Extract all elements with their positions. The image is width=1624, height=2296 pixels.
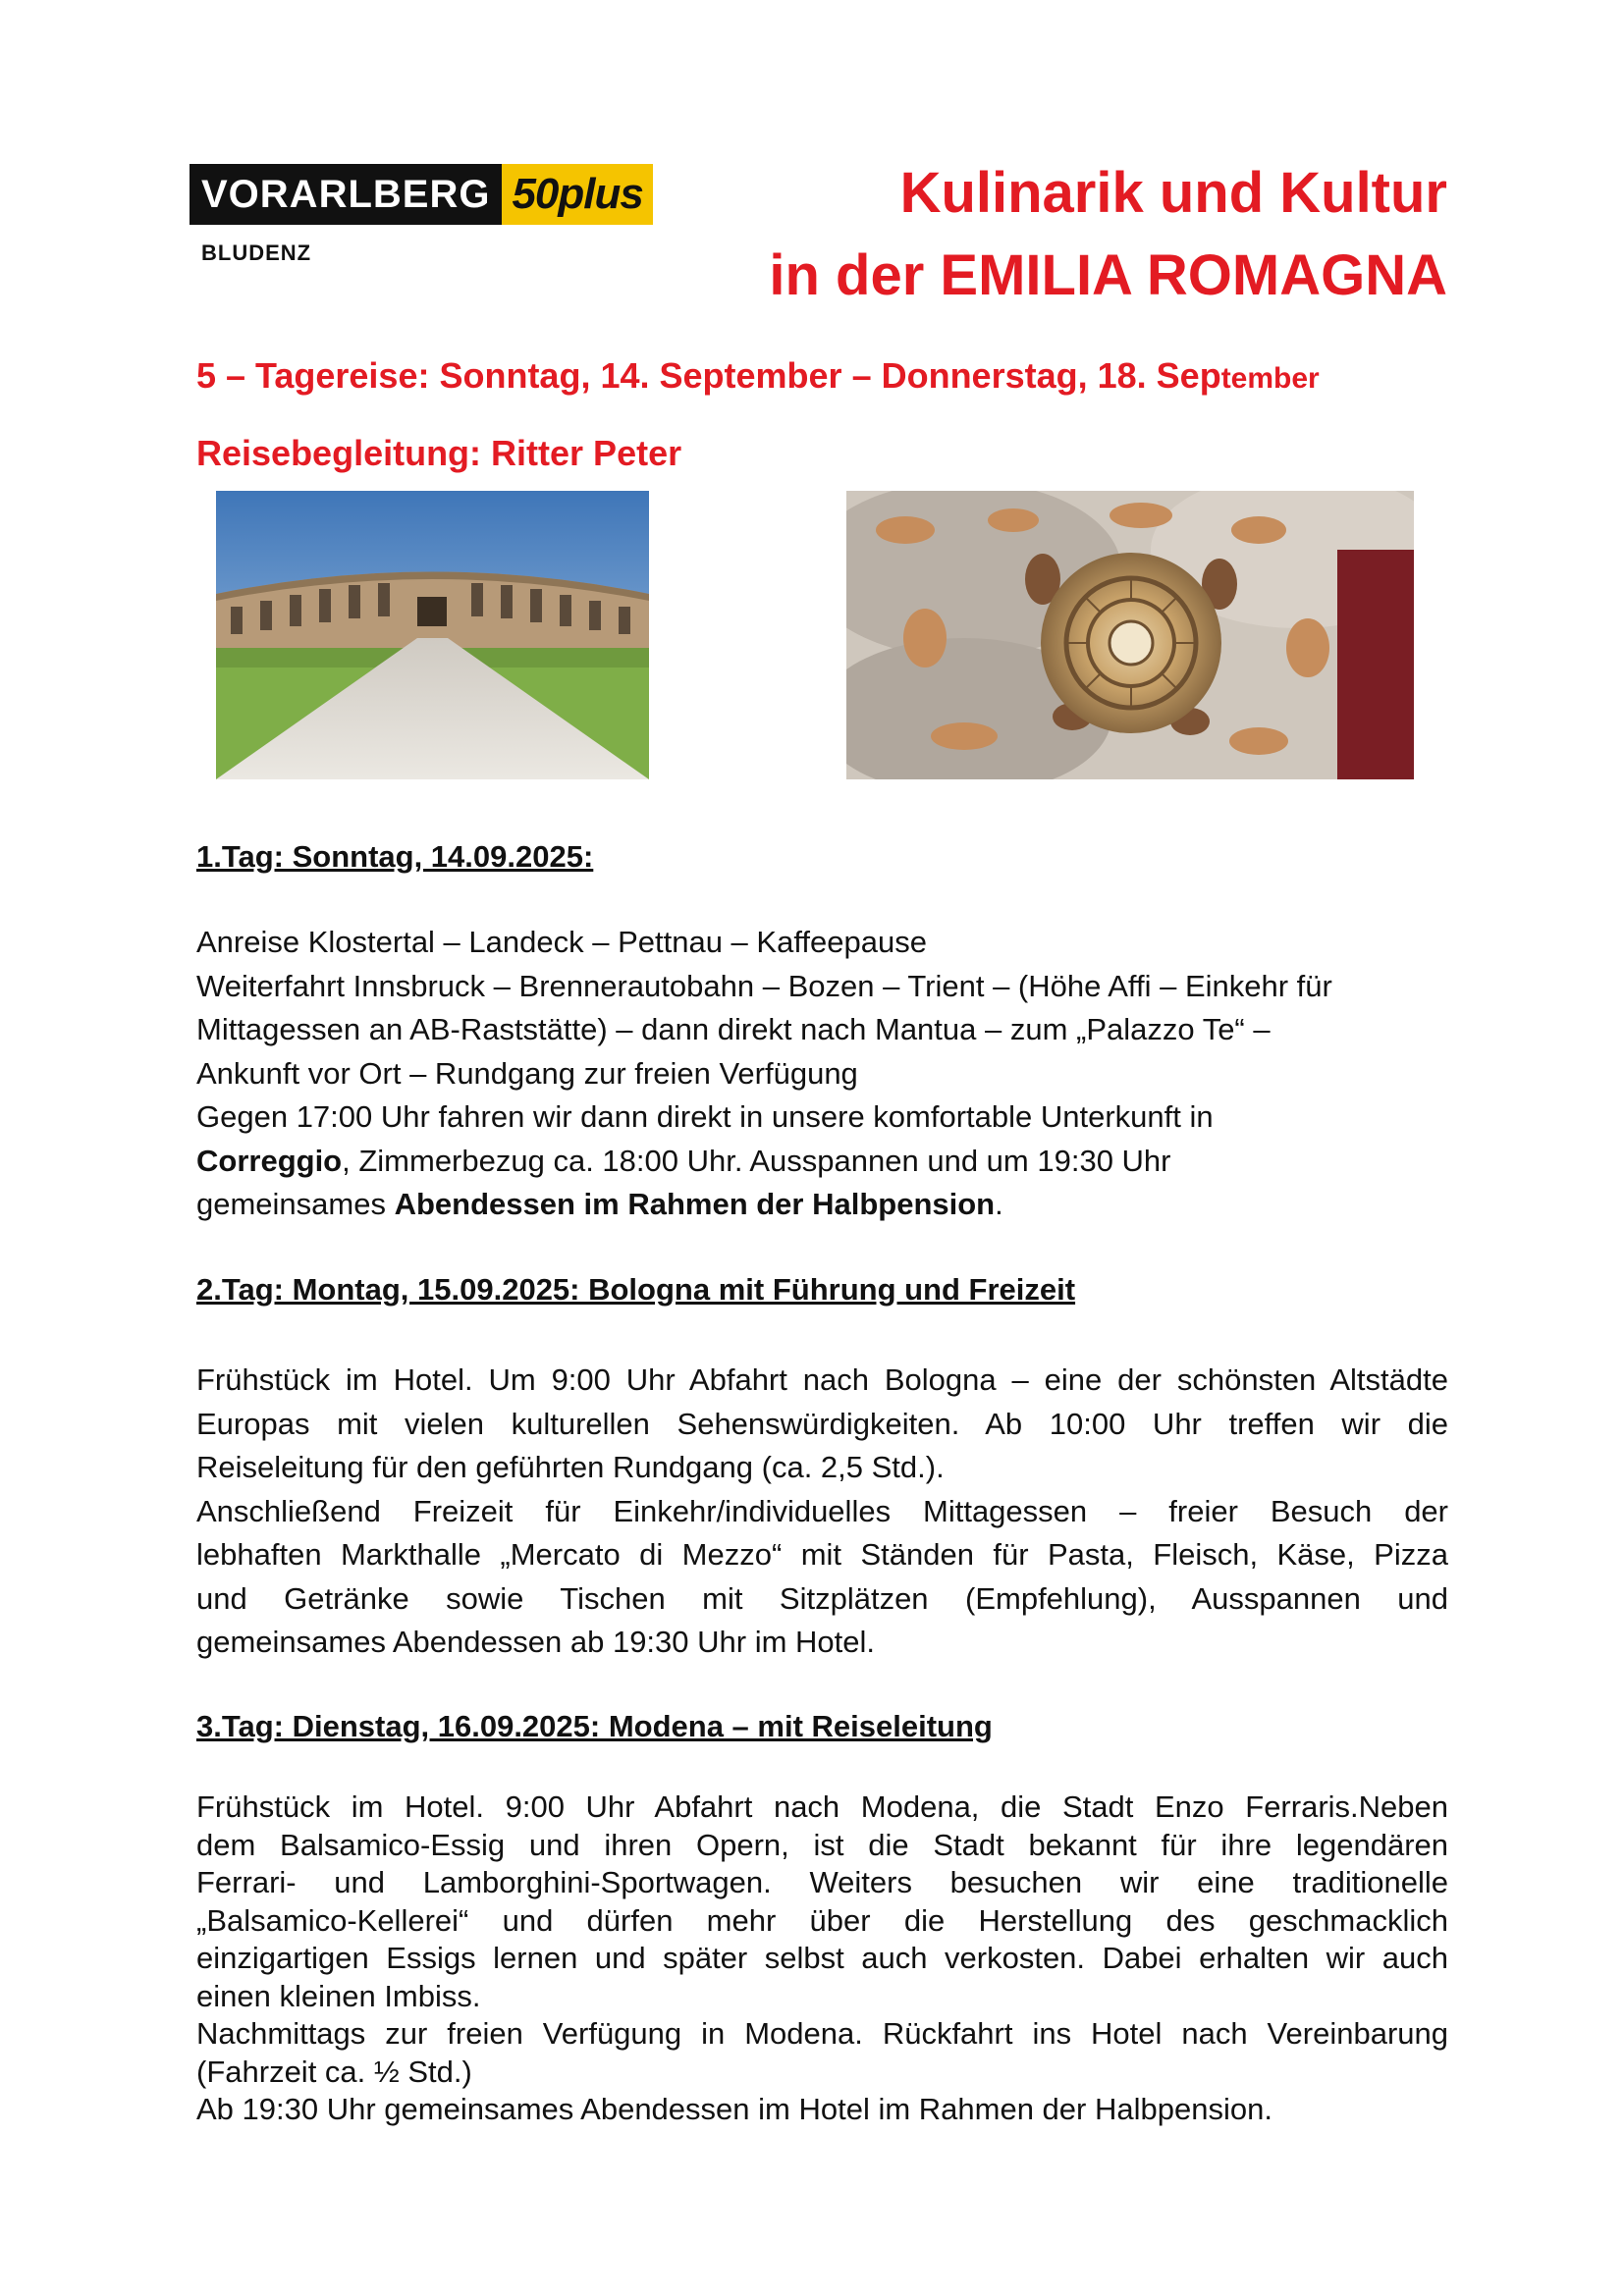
day-1-line-end: . xyxy=(995,1187,1003,1221)
palazzo-courtyard-image xyxy=(216,491,649,779)
logo-tag: 50plus xyxy=(502,164,652,225)
day-3-line: dem Balsamico-Essig und ihren Opern, ist die Stadt bekannt für ihre legendären xyxy=(196,1827,1448,1862)
trip-dates-tail: tember xyxy=(1220,362,1320,395)
day-3-line: einen kleinen Imbiss. xyxy=(196,1978,481,2013)
day-1-line xyxy=(196,1183,1448,1227)
day-3-line: Nachmittags zur freien Verfügung in Modena. Rückfahrt ins Hotel nach Vereinbarung xyxy=(196,2016,1448,2051)
day-3-line: Ab 19:30 Uhr gemeinsames Abendessen im Hotel im Rahmen der Halbpension. xyxy=(196,2092,1272,2126)
day-2-text xyxy=(196,1359,1448,1665)
trip-dates xyxy=(196,355,1320,397)
day-1-heading: 1.Tag: Sonntag, 14.09.2025: xyxy=(196,839,594,874)
page-title-line-1: Kulinarik und Kultur xyxy=(899,161,1447,225)
day-2-line: gemeinsames Abendessen ab 19:30 Uhr im Hotel. xyxy=(196,1625,876,1659)
fresco-ceiling-image xyxy=(846,491,1414,779)
tour-guide: Reisebegleitung: Ritter Peter xyxy=(196,433,682,473)
logo-subtitle: BLUDENZ xyxy=(201,240,312,265)
day-2-line: Frühstück im Hotel. Um 9:00 Uhr Abfahrt nach Bologna – eine der schönsten Altstädte xyxy=(196,1362,1448,1397)
day-1-line: Weiterfahrt Innsbruck – Brennerautobahn – Bozen – Trient – (Höhe Affi – Einkehr für xyxy=(196,968,1332,1003)
day-1-line: Gegen 17:00 Uhr fahren wir dann direkt in unsere komfortable Unterkunft in xyxy=(196,1099,1214,1134)
day-2-heading: 2.Tag: Montag, 15.09.2025: Bologna mit Führung und Freizeit xyxy=(196,1272,1076,1307)
day-2-line: lebhaften Markthalle „Mercato di Mezzo“ mit Ständen für Pasta, Fleisch, Käse, Pizza xyxy=(196,1537,1448,1572)
palazzo-courtyard-photo xyxy=(216,491,649,779)
logo xyxy=(189,164,643,225)
logo-brand: VORARLBERG xyxy=(189,164,502,225)
trip-dates-main: 5 – Tagereise: Sonntag, 14. September – Donnerstag, 18. Sep xyxy=(196,355,1221,396)
day-3-line: (Fahrzeit ca. ½ Std.) xyxy=(196,2054,472,2089)
day-2-line: und Getränke sowie Tischen mit Sitzplätzen (Empfehlung), Ausspannen und xyxy=(196,1580,1448,1616)
day-2-line: Anschließend Freizeit für Einkehr/individuelles Mittagessen – freier Besuch der xyxy=(196,1493,1448,1528)
day-1-line: Ankunft vor Ort – Rundgang zur freien Verfügung xyxy=(196,1055,858,1091)
day-1-line xyxy=(196,1140,1448,1184)
hotel-location: Correggio xyxy=(196,1143,343,1178)
fresco-ceiling-photo xyxy=(846,491,1414,779)
half-board-note: Abendessen im Rahmen der Halbpension xyxy=(394,1187,996,1221)
day-1-line: Mittagessen an AB-Raststätte) – dann direkt nach Mantua – zum „Palazzo Te“ – xyxy=(196,1012,1271,1046)
day-3-line: „Balsamico-Kellerei“ und dürfen mehr über die Herstellung des geschmacklich xyxy=(196,1902,1448,1938)
day-1-line: Anreise Klostertal – Landeck – Pettnau – Kaffeepause xyxy=(196,925,927,959)
day-2-line: Reiseleitung für den geführten Rundgang (ca. 2,5 Std.). xyxy=(196,1450,945,1484)
day-3-heading: 3.Tag: Dienstag, 16.09.2025: Modena – mit Reiseleitung xyxy=(196,1709,993,1743)
day-3-line: Ferrari- und Lamborghini-Sportwagen. Weiters besuchen wir eine traditionelle xyxy=(196,1865,1448,1899)
page-title-line-2: in der EMILIA ROMAGNA xyxy=(769,243,1447,307)
day-1-line-rest: , Zimmerbezug ca. 18:00 Uhr. Ausspannen und um 19:30 Uhr xyxy=(342,1143,1171,1178)
day-3-text xyxy=(196,1789,1448,2129)
day-3-line: einzigartigen Essigs lernen und später selbst auch verkosten. Dabei erhalten wir auch xyxy=(196,1941,1448,1975)
day-2-line: Europas mit vielen kulturellen Sehenswürdigkeiten. Ab 10:00 Uhr treffen wir die xyxy=(196,1406,1448,1441)
day-1-line-pre: gemeinsames xyxy=(196,1187,395,1221)
day-1-text xyxy=(196,921,1448,1227)
day-3-line: Frühstück im Hotel. 9:00 Uhr Abfahrt nach Modena, die Stadt Enzo Ferraris.Neben xyxy=(196,1789,1448,1824)
